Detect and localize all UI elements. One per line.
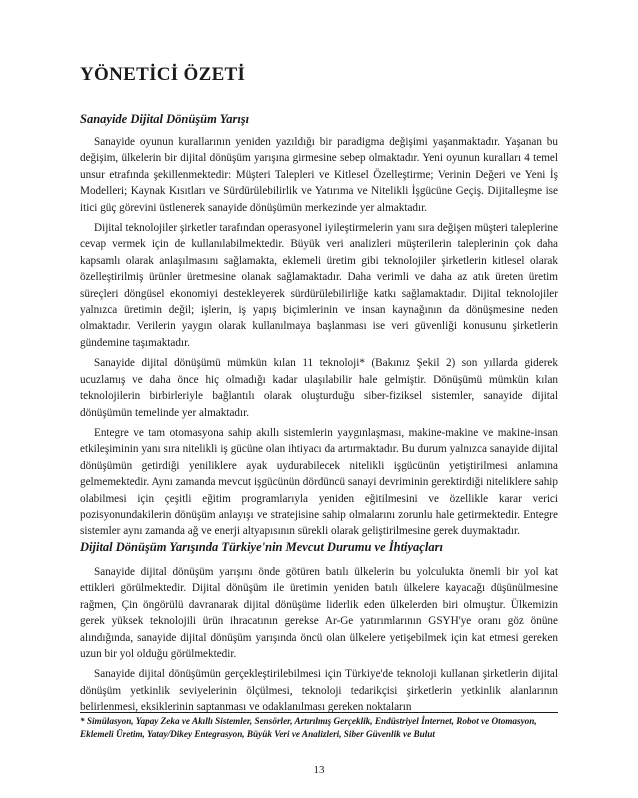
section-heading-digital-transformation: Sanayide Dijital Dönüşüm Yarışı bbox=[80, 112, 250, 126]
paragraph: Entegre ve tam otomasyona sahip akıllı sistemlerin yaygınlaşması, makine-makine ve makine-insan etkileşiminin yanı sıra nitelikli iş gücüne olan ihtiyacı da artırmaktadır. Bu durum yalnızca sanayide dijital dönüşümün getirdiği yeniliklere ayak uydurabilecek nitelikli işgücünün yetiştirilmesi anlamına gelmemektedir. Aynı zamanda mevcut işgücünün dördüncü sanayi devriminin gerektirdiği niteliklere sahip olabilmesi için çeşitli eğitim programlarıyla yeniden eğitilmesini ve özellikle karar verici pozisyonundakilerin dönüşüm anlayışı ve stratejisine sahip olmalarını zorunlu hale getirmektedir. Entegre sistemler aynı zamanda ağ ve enerji altyapısının sürekli olarak geliştirilmesine gerek duymaktadır. bbox=[80, 426, 558, 538]
paragraph: Sanayide oyunun kurallarının yeniden yazıldığı bir paradigma değişimi yaşanmaktadır. Yaşanan bu değişim, ülkelerin bir dijital dönüşüm yarışına girmesine sebep olmaktadır. Yeni oyunun kuralları 4 temel unsur etrafında şekillenmektedir: Müşteri Talepleri ve Kitlesel Özelleştirme; Verinin Değeri ve Yeni İş Modelleri; Kaynak Kısıtları ve Sürdürülebilirlik ve Yatırıma ve Nitelikli İşgücüne Geçiş. Dijitalleşme ise itici güç görevini üstlenerek sanayide dönüşümün merkezinde yer almaktadır. bbox=[80, 136, 558, 214]
section-body-2 bbox=[80, 564, 558, 720]
paragraph: Sanayide dijital dönüşüm yarışını önde götüren batılı ülkelerin bu yolculukta önemli bir yol kat ettikleri görülmektedir. Dijital dönüşüm ile üretimin yeniden batılı ülkelere kayacağı düşünülmesine rağmen, Çin öngörülü davranarak dijital dönüşüme liderlik eden ülkelerden biri olmuştur. Ülkemizin gerek yüksek teknolojili ürün ihracatının gerekse Ar-Ge yatırımlarının GSYH'ye oranı göz önüne alındığında, sanayide dijital dönüşüm yarışında öncü olan ülkelere yetişebilmek için kat etmesi gereken uzun bir yol olduğu görülmektedir. bbox=[80, 566, 558, 661]
page-title: YÖNETİCİ ÖZETİ bbox=[80, 64, 246, 85]
paragraph: Sanayide dijital dönüşümün gerçekleştirilebilmesi için Türkiye'de teknoloji kullanan şirketlerin dijital dönüşüm yetkinlik seviyelerinin ölçülmesi, teknoloji tedarikçisi şirketlerin yetkinlik alanlarının belirlenmesi, eksiklerinin saptanması ve odaklanılması gereken noktaların bbox=[80, 668, 558, 714]
footnote-divider bbox=[80, 712, 558, 713]
section-heading-turkey-status: Dijital Dönüşüm Yarışında Türkiye'nin Mevcut Durumu ve İhtiyaçları bbox=[80, 540, 443, 554]
page-number: 13 bbox=[313, 764, 325, 776]
footnote: * Simülasyon, Yapay Zeka ve Akıllı Sistemler, Sensörler, Artırılmış Gerçeklik, Endüstriyel İnternet, Robot ve Otomasyon, Eklemeli Üretim, Yatay/Dikey Entegrasyon, Büyük Veri ve Analizleri, Siber Güvenlik ve Bulut bbox=[80, 716, 537, 739]
paragraph: Sanayide dijital dönüşümü mümkün kılan 11 teknoloji* (Bakınız Şekil 2) son yıllarda giderek ucuzlamış ve daha önce hiç olmadığı kadar ulaşılabilir hale gelmiştir. Dönüşümü mümkün kılan teknolojilerin birbirleriyle bağlantılı olarak oluşturduğu siber-fiziksel sistemler, sanayide dijital dönüşümün temelinde yer almaktadır. bbox=[80, 357, 558, 419]
section-body-1 bbox=[80, 134, 558, 544]
paragraph: Dijital teknolojiler şirketler tarafından operasyonel iyileştirmelerin yanı sıra değişen müşteri taleplerine cevap vermek için de kullanılabilmektedir. Büyük veri analizleri müşterilerin taleplerinin çok daha kapsamlı olarak anlaşılmasını sağlamakta, eklemeli üretim gibi teknolojiler şirketlerin kitlesel olarak özelleştirilmiş ürünler üretmesine olanak sağlamaktadır. Daha verimli ve daha az atık üreten üretim süreçleri döngüsel ekonomiyi destekleyerek sürdürülebilirliğe katkı sağlamaktadır. Dijital teknolojiler yalnızca üretimin değil; işlerin, iş yapış biçimlerinin ve insan kaynağının da dönüşmesine neden olmaktadır. Verilerin yaygın olarak kullanılmaya başlanması ise veri güvenliği konusunu şirketlerin gündemine taşımaktadır. bbox=[80, 222, 558, 349]
